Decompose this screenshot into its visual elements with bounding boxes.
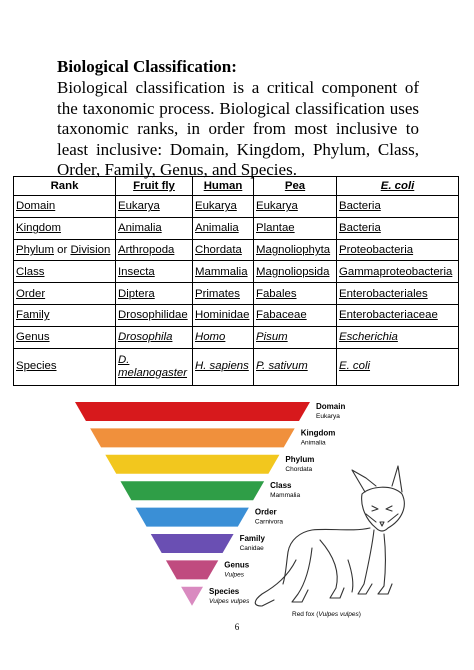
pea-cell: Fabaceae bbox=[256, 309, 307, 322]
ecoli-cell: Bacteria bbox=[339, 222, 381, 235]
pyramid-rank-label: Genus bbox=[224, 560, 250, 570]
pyramid-rank-label: Family bbox=[239, 534, 265, 543]
fly-cell: Diptera bbox=[118, 287, 155, 300]
human-cell: Animalia bbox=[195, 222, 239, 235]
fly-cell: Eukarya bbox=[118, 200, 160, 213]
rank-cell: Kingdom bbox=[16, 222, 61, 235]
ecoli-cell: Escherichia bbox=[339, 331, 398, 344]
pyramid-taxon-label: Canidae bbox=[239, 545, 264, 552]
pyramid-rank-label: Phylum bbox=[285, 454, 315, 464]
header-rank: Rank bbox=[14, 177, 116, 196]
header-e-coli: E. coli bbox=[337, 177, 459, 196]
human-cell: Eukarya bbox=[195, 200, 237, 213]
human-cell: Mammalia bbox=[195, 265, 248, 278]
human-cell: Chordata bbox=[195, 243, 242, 256]
pyramid-taxon-label: Chordata bbox=[285, 465, 313, 473]
header-human: Human bbox=[193, 177, 254, 196]
ecoli-cell: Enterobacteriaceae bbox=[339, 309, 438, 322]
pyramid-band-order bbox=[136, 508, 249, 527]
fly-cell: Arthropoda bbox=[118, 243, 175, 256]
pyramid-band-genus bbox=[166, 560, 218, 579]
fly-cell: Animalia bbox=[118, 222, 162, 235]
fly-cell: D. melanogaster bbox=[118, 353, 188, 379]
pyramid-taxon-label: Eukarya bbox=[316, 413, 340, 420]
rank-cell: Genus bbox=[16, 331, 50, 344]
pea-cell: Magnoliophyta bbox=[256, 243, 331, 256]
pea-cell: Magnoliopsida bbox=[256, 265, 330, 278]
header-pea: Pea bbox=[254, 177, 337, 196]
pea-cell: Pisum bbox=[256, 331, 288, 344]
pyramid-band-family bbox=[151, 534, 234, 553]
pyramid-taxon-label: Carnivora bbox=[254, 518, 284, 526]
pyramid-rank-label: Domain bbox=[316, 402, 346, 411]
ecoli-cell: Proteobacteria bbox=[339, 243, 414, 256]
intro-paragraph: Biological classification is a critical component of the taxonomic process. Biological classification uses taxonomic ranks, in order from most inclusive to least inclusive: Domain, Kingdom, Phylum, Class, Order, Family, Genus, and Species. bbox=[57, 78, 419, 180]
human-cell: Homo bbox=[195, 331, 226, 344]
rank-cell: Phylum or Division bbox=[14, 239, 116, 261]
ecoli-cell: Enterobacteriales bbox=[339, 287, 428, 300]
fox-caption: Red fox (Vulpes vulpes) bbox=[292, 611, 361, 618]
pyramid-band-phylum bbox=[105, 455, 279, 474]
header-fruit-fly: Fruit fly bbox=[116, 177, 193, 196]
pea-cell: P. sativum bbox=[256, 360, 308, 373]
pyramid-band-species bbox=[181, 587, 203, 606]
pyramid-taxon-label: Mammalia bbox=[270, 492, 301, 500]
pyramid-taxon-label: Animalia bbox=[300, 439, 326, 447]
pyramid-taxon-label: Vulpes bbox=[224, 571, 245, 579]
pyramid-band-kingdom bbox=[90, 428, 295, 447]
human-cell: Hominidae bbox=[195, 309, 250, 322]
pyramid-rank-label: Kingdom bbox=[300, 428, 336, 438]
ecoli-cell: Bacteria bbox=[339, 200, 381, 213]
rank-cell: Domain bbox=[16, 200, 56, 213]
rank-cell: Family bbox=[16, 309, 50, 322]
pea-cell: Eukarya bbox=[256, 200, 298, 213]
pyramid-taxon-label: Vulpes vulpes bbox=[209, 597, 250, 605]
fly-cell: Insecta bbox=[118, 265, 155, 278]
pyramid-band-class bbox=[120, 481, 264, 500]
pyramid-band-domain bbox=[75, 402, 310, 421]
human-cell: Primates bbox=[195, 287, 240, 300]
ecoli-cell: Gammaproteobacteria bbox=[339, 265, 453, 278]
pyramid-rank-label: Species bbox=[209, 586, 240, 596]
pyramid-rank-label: Order bbox=[254, 507, 277, 517]
fly-cell: Drosophila bbox=[118, 331, 173, 344]
pyramid-rank-label: Class bbox=[270, 481, 292, 491]
page-number: 6 bbox=[234, 622, 240, 632]
human-cell: H. sapiens bbox=[195, 360, 249, 373]
pea-cell: Fabales bbox=[256, 287, 297, 300]
rank-cell: Class bbox=[16, 265, 45, 278]
rank-cell: Order bbox=[16, 287, 46, 300]
rank-cell: Species bbox=[16, 360, 57, 373]
section-heading: Biological Classification: bbox=[57, 57, 237, 76]
pea-cell: Plantae bbox=[256, 222, 295, 235]
fly-cell: Drosophilidae bbox=[118, 309, 188, 322]
ecoli-cell: E. coli bbox=[339, 360, 371, 373]
